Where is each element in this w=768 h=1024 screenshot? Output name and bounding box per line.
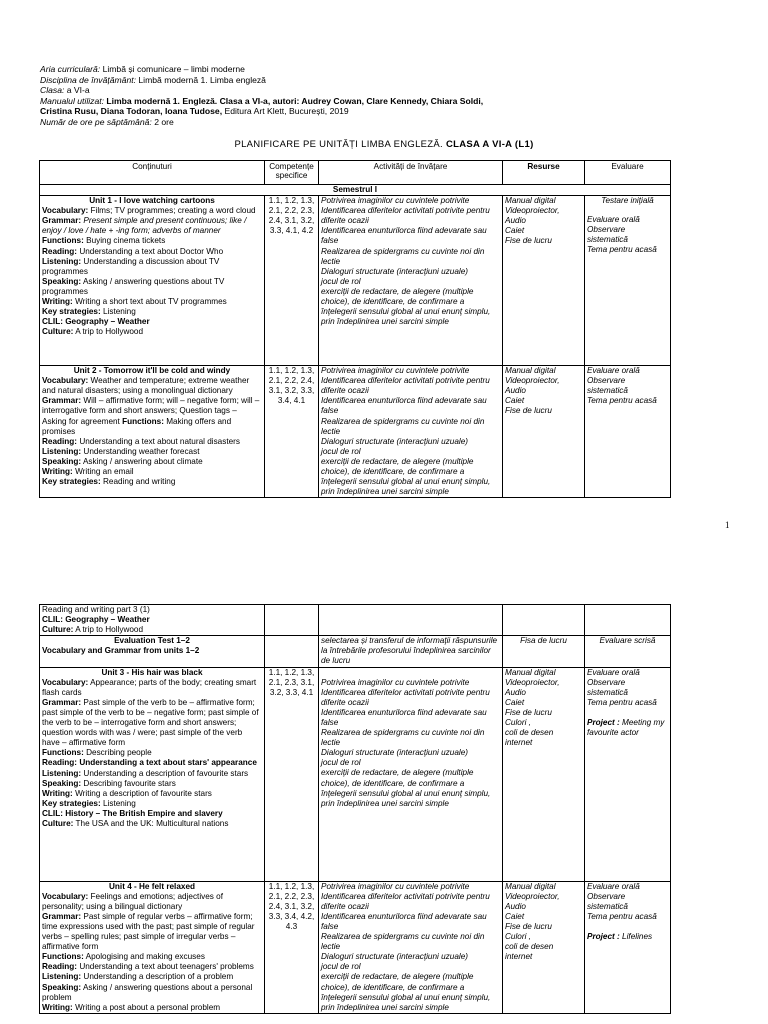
unit4-competente: 1.1, 1.2, 1.3, 2.1, 2.2, 2.3, 2.4, 3.1, 3.2, 3.3, 3.4, 4.2, 4.3 — [265, 881, 319, 1013]
unit2-evaluare: Evaluare orală Observare sistematică Tema pentru acasă — [585, 366, 671, 498]
table-row-unit1 — [40, 196, 671, 366]
clasa-line: Clasa: a VI-a — [40, 85, 90, 96]
col-header-continuturi: Conținuturi — [40, 161, 265, 185]
planning-table-page1 — [39, 160, 671, 498]
unit1-activities: Potrivirea imaginilor cu cuvintele potrivite Identificarea diferitelor activitati potrivite pentru diferite ocazii Identificarea enunturilorca fiind adevarate sau false Realizarea de spidergrams cu cuvinte noi din lectie Dialoguri structurate (interacţiuni uzuale) jocul de rol exerciţii de redactare, de alegere (multiple choice), de identificare, de confirmare a înţelegerii sensului global al unui enunţ simplu, prin îndeplinirea unei sarcini simple — [319, 196, 503, 366]
unit2-resurse: Manual digital Videoproiector, Audio Caiet Fise de lucru — [503, 366, 585, 498]
unit4-title: Unit 4 - He felt relaxed — [109, 881, 195, 891]
evaluation-activity: selectarea și transferul de informaţii răspunsurile la întrebările profesorului îndeplinirea sarcinilor de lucru — [319, 636, 503, 667]
unit2-title: Unit 2 - Tomorrow it'll be cold and windy — [73, 366, 231, 376]
col-header-resurse: Resurse — [503, 161, 585, 185]
table-row-unit4 — [40, 881, 671, 1013]
col-header-evaluare: Evaluare — [585, 161, 671, 185]
manual-line: Manualul utilizat: Limba modernă 1. Engleză. Clasa a VI-a, autori: Audrey Cowan, Clare Kennedy, Chiara Soldi, — [40, 95, 484, 106]
unit3-resurse: Manual digital Videoproiector, Audio Caiet Fise de lucru Culori , coli de desen internet — [503, 667, 585, 881]
table-row-unit2 — [40, 366, 671, 498]
col-header-competente: Competențe specifice — [265, 161, 319, 185]
evaluation-evaluare: Evaluare scrisă — [585, 636, 671, 667]
unit1-title: Unit 1 - I love watching cartoons — [89, 196, 215, 206]
unit4-activities: Potrivirea imaginilor cu cuvintele potrivite Identificarea diferitelor activitati potrivite pentru diferite ocazii Identificarea enunturilorca fiind adevarate sau false Realizarea de spidergrams cu cuvinte noi din lectie Dialoguri structurate (interacţiuni uzuale) jocul de rol exerciţii de redactare, de alegere (multiple choice), de identificare, de confirmare a înţelegerii sensului global al unui enunţ simplu, prin îndeplinirea unei sarcini simple — [319, 881, 503, 1013]
semester-row — [40, 185, 671, 196]
planning-table-page2 — [39, 604, 671, 1014]
unit1-contents: Unit 1 - I love watching cartoons Vocabulary: Films; TV programmes; creating a word cloud Grammar: Present simple and present continuous; like / enjoy / love / hate + -ing form; adverbs of manner Functions: Buying cinema tickets Reading: Understanding a text about Doctor Who Listening: Understanding a discussion about TV programmes Speaking: Asking / answering questions about TV programmes Writing: Writing a short text about TV programmes Key strategies: Listening CLIL: Geography – Weather Culture: A trip to Hollywood — [40, 196, 265, 366]
page-title: PLANIFICARE PE UNITĂȚI LIMBA ENGLEZĂ. CLASA A VI-A (L1) — [234, 139, 534, 150]
unit3-contents: Unit 3 - His hair was black Vocabulary: Appearance; parts of the body; creating smart flash cards Grammar: Past simple of the verb to be – affirmative form; past simple of the verb to be – negative form; past simple of the verb to be – interrogative form and short answers; question words with was / were; past simple of the verb have – affirmative form Functions: Describing people Reading: Understanding a text about stars' appearance Listening: Understanding a description of favourite stars Speaking: Describing favourite stars Writing: Writing a description of favourite stars Key strategies: Listening CLIL: History – The British Empire and slavery Culture: The USA and the UK: Multicultural nations — [40, 667, 265, 881]
unit4-resurse: Manual digital Videoproiector, Audio Caiet Fise de lucru Culori , coli de desen internet — [503, 881, 585, 1013]
table-row-evaluation — [40, 636, 671, 667]
unit1-evaluare: Testare iniţială Evaluare orală Observare sistematică Tema pentru acasă — [585, 196, 671, 366]
table-row-unit3 — [40, 667, 671, 881]
unit3-evaluare: Evaluare orală Observare sistematică Tema pentru acasă Project : Meeting my favourite actor — [585, 667, 671, 881]
unit2-contents: Unit 2 - Tomorrow it'll be cold and windy Vocabulary: Weather and temperature; extreme weather and natural disasters; using a monolingual dictionary Grammar: Will – affirmative form; will – negative form; will – interrogative form and short answers; Question tags – Asking for agreement Functions: Making offers and promises Reading: Understanding a text about natural disasters Listening: Understanding weather forecast Speaking: Asking / answering about climate Writing: Writing an email Key strategies: Reading and writing — [40, 366, 265, 498]
unit1-competente: 1.1, 1.2, 1.3, 2.1, 2.2, 2.3, 2.4, 3.1, 3.2, 3.3, 4.1, 4.2 — [265, 196, 319, 366]
document-page-2 — [0, 604, 768, 1024]
page-gap — [0, 560, 768, 604]
col-header-activitati: Activități de învățare — [319, 161, 503, 185]
unit2-activities: Potrivirea imaginilor cu cuvintele potrivite Identificarea diferitelor activitati potrivite pentru diferite ocazii Identificarea enunturilorca fiind adevarate sau false Realizarea de spidergrams cu cuvinte noi din lectie Dialoguri structurate (interacţiuni uzuale) jocul de rol exerciţii de redactare, de alegere (multiple choice), de identificare, de confirmare a înţelegerii sensului global al unui enunţ simplu, prin îndeplinirea unei sarcini simple — [319, 366, 503, 498]
document-header — [40, 64, 740, 128]
unit3-project: Project : Meeting my favourite actor — [587, 717, 665, 738]
disciplina-line: Disciplina de învățământ: Limbă modernă 1. Limba engleză — [40, 74, 266, 85]
table-row-continuation — [40, 605, 671, 636]
unit3-competente: 1.1, 1.2, 1.3, 2.1, 2.3, 3.1, 3.2, 3.3, 4.1 — [265, 667, 319, 881]
unit2-competente: 1.1, 1.2, 1.3, 2.1, 2.2, 2.4, 3.1, 3.2, 3.3, 3.4, 4.1 — [265, 366, 319, 498]
evaluation-resurse: Fisa de lucru — [503, 636, 585, 667]
unit4-contents: Unit 4 - He felt relaxed Vocabulary: Feelings and emotions; adjectives of personality; using a bilingual dictionary Grammar: Past simple of regular verbs – affirmative form; time expressions used with the past; past simple of regular verbs – spelling rules; past simple of irregular verbs – affirmative form Functions: Apologising and making excuses Reading: Understanding a text about teenagers' problems Listening: Understanding a description of a problem Speaking: Asking / answering questions about a personal problem Writing: Writing a post about a personal problem — [40, 881, 265, 1013]
continuation-contents: Reading and writing part 3 (1) CLIL: Geography – Weather Culture: A trip to Hollywood — [40, 605, 265, 636]
unit1-resurse: Manual digital Videoproiector, Audio Caiet Fise de lucru — [503, 196, 585, 366]
page-number: 1 — [725, 520, 730, 530]
unit3-title: Unit 3 - His hair was black — [101, 667, 203, 677]
evaluation-contents: Evaluation Test 1–2 Vocabulary and Grammar from units 1–2 — [40, 636, 265, 667]
unit4-evaluare: Evaluare orală Observare sistematică Tema pentru acasă Project : Lifelines — [585, 881, 671, 1013]
aria-curriculara-line: Aria curriculară: Limbă și comunicare – limbi moderne — [40, 64, 245, 74]
manual-authors-line: Cristina Rusu, Diana Todoran, Ioana Tudose, Editura Art Klett, București, 2019 — [40, 106, 349, 117]
ore-line: Număr de ore pe săptămână: 2 ore — [40, 116, 174, 127]
semester-label: Semestrul I — [40, 185, 671, 196]
unit4-project: Project : Lifelines — [587, 931, 653, 941]
table-header-row — [40, 161, 671, 185]
unit3-activities: Potrivirea imaginilor cu cuvintele potrivite Identificarea diferitelor activitati potrivite pentru diferite ocazii Identificarea enunturilorca fiind adevarate sau false Realizarea de spidergrams cu cuvinte noi din lectie Dialoguri structurate (interacţiuni uzuale) jocul de rol exerciţii de redactare, de alegere (multiple choice), de identificare, de confirmare a înţelegerii sensului global al unui enunţ simplu, prin îndeplinirea unei sarcini simple — [319, 667, 503, 881]
